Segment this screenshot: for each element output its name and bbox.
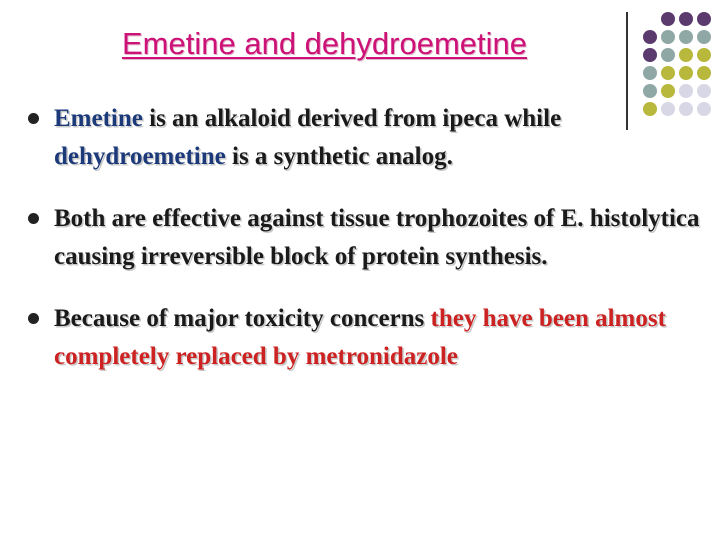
decorative-dot [643, 66, 657, 80]
bullet-text-run: is a synthetic analog. [225, 143, 453, 170]
bullet-icon [28, 113, 39, 124]
decorative-dot [661, 12, 675, 26]
bullet-text-run: Because of major toxicity concerns [54, 305, 431, 332]
decorative-dot [697, 84, 711, 98]
decorative-dot [697, 30, 711, 44]
bullet-item [26, 100, 706, 176]
bullet-icon [28, 313, 39, 324]
bullet-item [26, 200, 706, 276]
bullet-text-run: they have been almost completely replaced by metronidazole [54, 305, 666, 370]
decorative-dot [679, 30, 693, 44]
bullet-text-run: is an alkaloid derived from ipeca while [142, 105, 562, 132]
decorative-dot [643, 48, 657, 62]
bullet-icon [28, 213, 39, 224]
slide-title: Emetine and dehydroemetine [122, 26, 527, 61]
decorative-dot [697, 12, 711, 26]
bullet-text-run: Emetine [54, 105, 143, 132]
decorative-dot [697, 48, 711, 62]
decorative-dot [679, 84, 693, 98]
decorative-dot [661, 30, 675, 44]
decorative-dot [679, 48, 693, 62]
decorative-dot [643, 30, 657, 44]
decorative-dot [679, 12, 693, 26]
bullet-text-run: dehydroemetine [54, 143, 226, 170]
bullet-list [26, 100, 706, 400]
decorative-dot [661, 66, 675, 80]
decorative-dot [679, 66, 693, 80]
bullet-item [26, 300, 706, 376]
bullet-text-run: Both are effective against tissue trophozoites of E. histolytica causing irreversible block of protein synthesis. [54, 205, 700, 270]
decorative-dot [643, 84, 657, 98]
decorative-dot [661, 84, 675, 98]
decorative-dot [697, 66, 711, 80]
decorative-dot [661, 48, 675, 62]
